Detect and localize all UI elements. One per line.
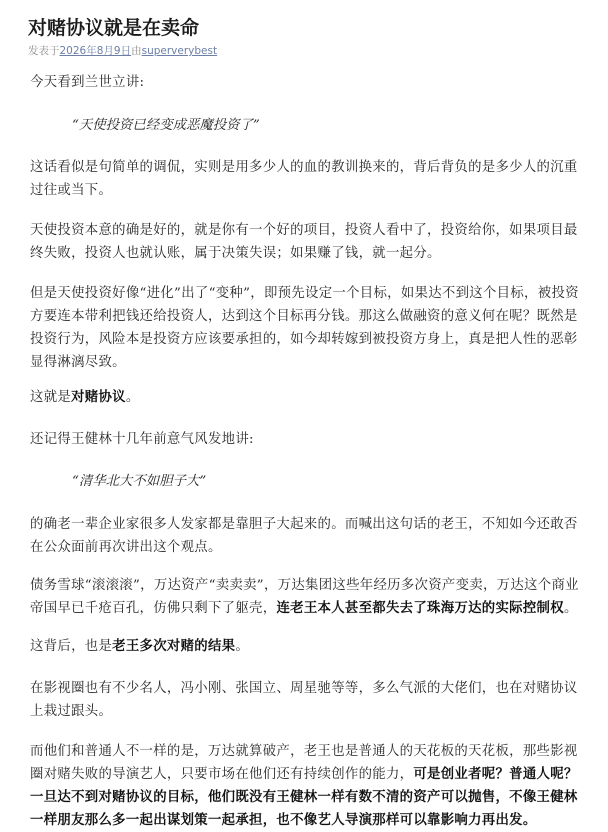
quote-angel-investment: “天使投资已经变成恶魔投资了” [72, 118, 260, 133]
text-run: 这背后，也是 [30, 639, 113, 654]
bold-entrepreneurs-question: 可是创业者呢？普通人呢？一旦达不到对赌协议的目标，他们既没有王健林一样有数不清的资产可以抛售，不像王健林一样朋友那么多一起出谋划策一起承担，也不像艺人导演那样可以靠影响力再出发。 [30, 766, 578, 828]
paragraph-variant: 但是天使投资好像“进化”出了“变种”，即预先设定一个目标，如果达不到这个目标，被投资方要连本带利把钱还给投资人，达到这个目标再分钱。那这么做融资的意义何在呢？既然是投资行为，风险本是投资方应该要承担的，如今却转嫁到被投资方身上，真是把人性的恶彰显得淋漓尽致。 [30, 286, 579, 370]
paragraph-film-industry: 在影视圈也有不少名人，冯小刚、张国立、周星驰等等，多么气派的大佬们，也在对赌协议上栽过跟头。 [30, 681, 578, 719]
paragraph-lesson: 这话看似是句简单的调侃，实则是用多少人的血的教训换来的，背后背负的是多少人的沉重过往或当下。 [30, 160, 578, 198]
text-run: 。 [235, 639, 250, 654]
paragraph-wang-quote-intro: 还记得王健林十几年前意气风发地讲: [30, 432, 254, 447]
paragraph-wanda-debt [30, 574, 580, 620]
article-title: 对赌协议就是在卖命 [28, 17, 200, 39]
article-meta [28, 43, 217, 59]
author-link[interactable]: superverybest [141, 45, 218, 57]
bold-lost-control: 连老王本人甚至都失去了珠海万达的实际控制权 [276, 600, 564, 616]
text-run: 。 [125, 390, 140, 405]
paragraph-intro: 今天看到兰世立讲: [30, 75, 145, 90]
text-run: 。 [563, 601, 578, 616]
paragraph-vam-definition [30, 386, 580, 409]
bold-multiple-vam: 老王多次对赌的结果 [112, 638, 236, 654]
meta-prefix: 发表于 [28, 45, 60, 57]
text-run: 而他们和普通人不一样的是，万达就算破产，老王也是普通人的天花板的天花板，那些影视圈对赌失败的导演艺人，只要市场在他们还有持续创作的能力， [30, 744, 578, 782]
meta-by: 由 [131, 45, 142, 57]
text-run: 债务雪球“滚滚滚”，万达资产“卖卖卖”，万达集团这些年经历多次资产变卖，万达这个商业帝国早已千疮百孔，仿佛只剩下了躯壳， [30, 578, 579, 616]
bold-term-vam: 对赌协议 [71, 389, 126, 405]
post-date-link[interactable]: 2026年8月9日 [59, 45, 132, 57]
text-run: 这就是 [30, 390, 72, 405]
paragraph-angel-definition: 天使投资本意的确是好的，就是你有一个好的项目，投资人看中了，投资给你，如果项目最终失败，投资人也就认账，属于决策失误；如果赚了钱，就一起分。 [30, 223, 578, 261]
paragraph-behind [30, 635, 580, 658]
paragraph-ordinary-people [30, 740, 580, 832]
quote-wang-jianlin: “清华北大不如胆子大” [72, 474, 207, 489]
paragraph-entrepreneurs: 的确老一辈企业家很多人发家都是靠胆子大起来的。而喊出这句话的老王，不知如今还敢否在公众面前再次讲出这个观点。 [30, 517, 578, 555]
